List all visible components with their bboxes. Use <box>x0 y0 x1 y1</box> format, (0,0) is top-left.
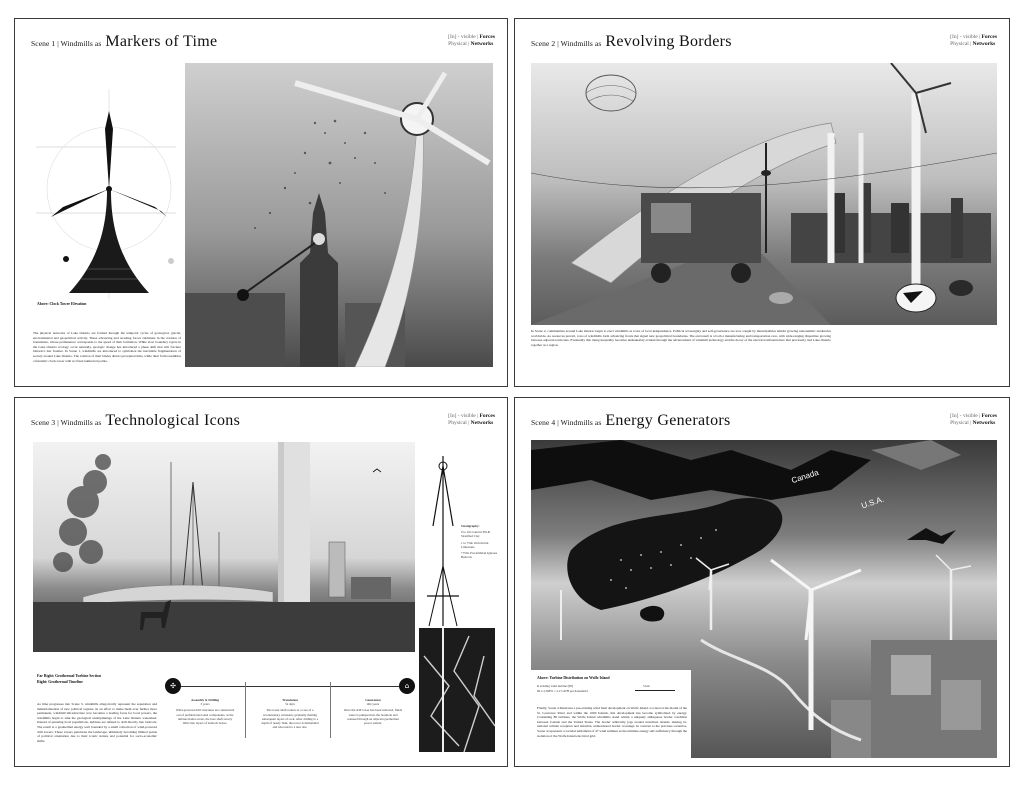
caption: Right: Geothermal Timeline <box>37 680 83 684</box>
scene-heading: Revolving Borders <box>605 33 732 50</box>
timeline-step: Generation 40x years Once the drill tower has been removed, fluids water is pumped into the borehole and released through an adjacent geothermal power station. <box>343 698 403 726</box>
caption: Far Right: Geothermal Turbine Section <box>37 674 102 678</box>
caption: Above: Turbine Distribution on Wolfe Island <box>537 676 610 680</box>
collage-image <box>33 442 415 652</box>
body-text: As time progresses into Scene 3, windmills allegorically represent the separation and industrialization of new political regions. In an effort to make them ever further more permanent, windmill infrastructure now becomes a leading focus for local powers, the windmills begin to sink the geological underpinnings of the Lake Ontario watershed. Instead of pursuing local populations, turbines are refined to drill directly into bedrock. The result is a geothermal energy well bounded by a small collection of wind-powered drill towers. These towers punctuate the landscape, ultimately becoming limited points of political orientation due to their iconic stature and potential for socio-economic shifts. <box>37 702 157 743</box>
geothermal-turbine-section <box>419 456 495 752</box>
panel-scene-2 <box>514 18 1010 387</box>
scale-bar <box>635 690 675 691</box>
technological-icons-collage <box>33 442 415 652</box>
scene-label: Scene 4 | Windmills as <box>531 418 602 427</box>
timeline-line <box>165 686 415 687</box>
header-tags: [In] - visible | Forces Physical | Networks <box>448 413 495 426</box>
legend-item: ● existing wind turbine (98) <box>537 684 573 688</box>
map-label-usa: U.S.A. <box>860 494 885 511</box>
panel-scene-3 <box>14 397 508 767</box>
collage-image <box>185 63 493 367</box>
scale-label: 5 km <box>643 684 650 688</box>
body-text: In Scene 2, communities around Lake Ontario begin to erect windmills as icons of local independence. Political sovereignty and self-governance are now sought by municipalities amidst growing nationalistic tendencies worldwide. As resources prevail, rows of windmills form advancing fronts that signal new geopolitical boundaries. The end result is a both a manufacturing and transportation race, with wide-ranging disparities growing between adjacent territories. Eventually this rising inequality becomes unshakeably evident through the advancement of windmill technology and the decay of the electrical infrastructure that previously tied Lake Ontario together as a region. <box>531 329 831 347</box>
legend-item: 96 x 2.3MW = 2.2 GWH per household <box>537 689 588 693</box>
body-text: The physical networks of Lake Ontario are formed through the temporal cycles of geological, glacial, environmental and geopolitical activity. These advancing and receding forces culminate in the creation of boundaries, whose permanence corresponds to the speed of their formation. While slow boundary layers in the Lake Ontario ecology occur naturally, geologic change has introduced a phase shift that will fracture Ontario's last frontier. In Scene 1, windmills are introduced to symbolize the inevitable fragmentation of society around Lake Ontario. The rotation of their blades distort perceptual time, while their form resembles a futuristic clock tower with no fixed numerical points. <box>33 331 181 363</box>
scene-label: Scene 3 | Windmills as <box>31 418 102 427</box>
revolving-borders-collage <box>531 63 997 325</box>
header-tags: [In] - visible | Forces Physical | Networks <box>950 34 997 47</box>
scene-heading: Technological Icons <box>105 412 241 429</box>
stratigraphy-legend: Stratigraphy: 0 to 1m: Glacial Till & Stratified Clay 1 to 75m: Ordovician Limestone +75m: Precambrian Igneous Bedrock <box>461 524 498 560</box>
windmill-icon: ✣ <box>165 678 181 694</box>
map-label-canada: Canada <box>790 467 820 486</box>
scene-heading: Markers of Time <box>105 33 218 50</box>
caption: Above: Clock Tower Elevation <box>37 302 87 306</box>
clock-tower-elevation-drawing <box>31 89 181 299</box>
geothermal-timeline <box>165 678 415 738</box>
timeline-step: Translation 5x days The tower shaft rotates as a core of a revolutionary extrusion, gradually melting subsequent layers of rock. After drilling to a depth of nearly 3km, the tower is dismantled and relocated to a new site. <box>261 698 319 730</box>
body-text: Finally, Scene 4 illustrates a pre-existing wind farm development on Wolfe Island. Located at the mouth of the St. Lawrence River and within the 1000 Islands, this development has become symbolized by energy. Containing 86 turbines, the Wolfe Island windmills stand within a uniquely ambiguous border condition between Canada and the United States. The border arbitrarily jogs around unwritten islands, sharing bi-national cellular reception and informal, unmonitored border crossings. In contrast to the previous scenarios, Scene 4 represents a societal settlement of 47 wind turbines as the ultimate energy self-sufficiency through the isolation of the Wolfe Island electrical grid. <box>537 706 687 738</box>
scene-label: Scene 1 | Windmills as <box>31 39 102 48</box>
scene-label: Scene 2 | Windmills as <box>531 39 602 48</box>
header-tags: [In] - visible | Forces Physical | Networks <box>448 34 495 47</box>
scene-title <box>531 412 731 430</box>
power-station-icon: ⌂ <box>399 678 415 694</box>
scene-title <box>531 33 732 51</box>
panel-scene-1 <box>14 18 508 387</box>
panel-scene-4 <box>514 397 1010 767</box>
scene-title <box>31 33 217 51</box>
timeline-step: Assembly & Drilling 3 years Wind-powered drill structures are constructed out of prefabricated steel components, as the turbine blades rotate, the bore shaft slowly drills into layers of bedrock below. <box>175 698 235 726</box>
scene-title <box>31 412 240 430</box>
turbine-distribution-legend <box>531 670 691 760</box>
collage-image <box>531 63 997 325</box>
header-tags: [In] - visible | Forces Physical | Networks <box>950 413 997 426</box>
scene-heading: Energy Generators <box>605 412 731 429</box>
windmill-clock-collage <box>185 63 493 367</box>
turbine-section-drawing <box>419 456 495 752</box>
